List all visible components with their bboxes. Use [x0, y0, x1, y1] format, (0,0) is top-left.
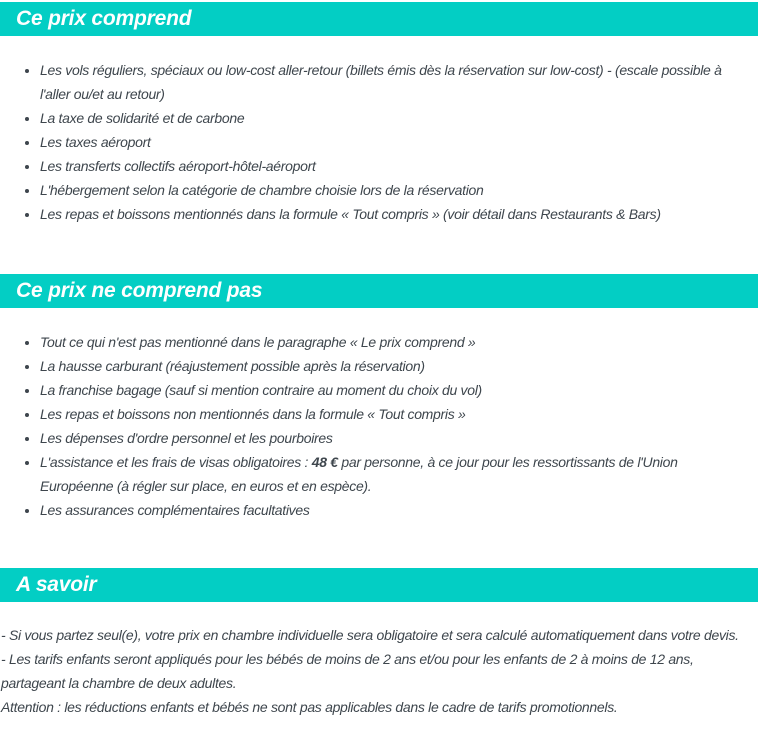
price-includes-header-bar: [0, 2, 758, 36]
bullet-text: La taxe de solidarité et de carbone: [40, 110, 245, 126]
bullet-text: La hausse carburant (réajustement possible après la réservation): [40, 358, 425, 374]
price-includes-list: [0, 58, 758, 226]
bullet-item: [40, 450, 752, 498]
bullet-text: La franchise bagage (sauf si mention contraire au moment du choix du vol): [40, 382, 482, 398]
bullet-item: [40, 378, 752, 402]
price-excludes-list: [0, 330, 758, 522]
price-includes-title: Ce prix comprend: [16, 7, 192, 30]
price-excludes-header-bar: [0, 274, 758, 308]
good-to-know-header-bar: [0, 568, 758, 602]
bullet-item: [40, 106, 752, 130]
section-price-includes: [0, 2, 758, 226]
good-to-know-notes: [0, 623, 758, 719]
bullet-text: L'assistance et les frais de visas obligatoires :: [40, 454, 312, 470]
note-paragraph: - Les tarifs enfants seront appliqués pour les bébés de moins de 2 ans et/ou pour les enfants de 2 à moins de 12 ans, partageant la chambre de deux adultes.: [1, 651, 694, 691]
good-to-know-title: A savoir: [16, 573, 97, 596]
note-paragraph: Attention : les réductions enfants et bébés ne sont pas applicables dans le cadre de tarifs promotionnels.: [1, 699, 618, 715]
bullet-item: [40, 330, 752, 354]
bullet-item: [40, 426, 752, 450]
bullet-text: L'hébergement selon la catégorie de chambre choisie lors de la réservation: [40, 182, 484, 198]
section-good-to-know: [0, 568, 758, 719]
bullet-text: Les repas et boissons non mentionnés dans la formule « Tout compris »: [40, 406, 466, 422]
bullet-item: [40, 354, 752, 378]
highlighted-value: 48 €: [311, 454, 338, 470]
bullet-item: [40, 130, 752, 154]
bullet-item: [40, 498, 752, 522]
section-price-excludes: [0, 274, 758, 522]
bullet-item: [40, 58, 752, 106]
bullet-text: Les taxes aéroport: [40, 134, 151, 150]
bullet-item: [40, 178, 752, 202]
bullet-item: [40, 202, 752, 226]
bullet-text: Tout ce qui n'est pas mentionné dans le paragraphe « Le prix comprend »: [40, 334, 476, 350]
bullet-text: Les vols réguliers, spéciaux ou low-cost aller-retour (billets émis dès la réservation sur low-cost) - (escale possible à l'aller ou/et au retour): [40, 62, 722, 102]
bullet-item: [40, 154, 752, 178]
bullet-text: Les transferts collectifs aéroport-hôtel-aéroport: [40, 158, 316, 174]
bullet-text: Les dépenses d'ordre personnel et les pourboires: [40, 430, 333, 446]
bullet-text: Les assurances complémentaires facultatives: [40, 502, 310, 518]
bullet-text: par personne, à ce jour pour les ressortissants de l'Union Européenne (à régler sur place, en euros et en espèce).: [40, 454, 678, 494]
bullet-text: Les repas et boissons mentionnés dans la formule « Tout compris » (voir détail dans Restaurants & Bars): [40, 206, 661, 222]
bullet-item: [40, 402, 752, 426]
note-paragraph: - Si vous partez seul(e), votre prix en chambre individuelle sera obligatoire et sera calculé automatiquement dans votre devis.: [1, 627, 739, 643]
price-excludes-title: Ce prix ne comprend pas: [16, 279, 263, 302]
